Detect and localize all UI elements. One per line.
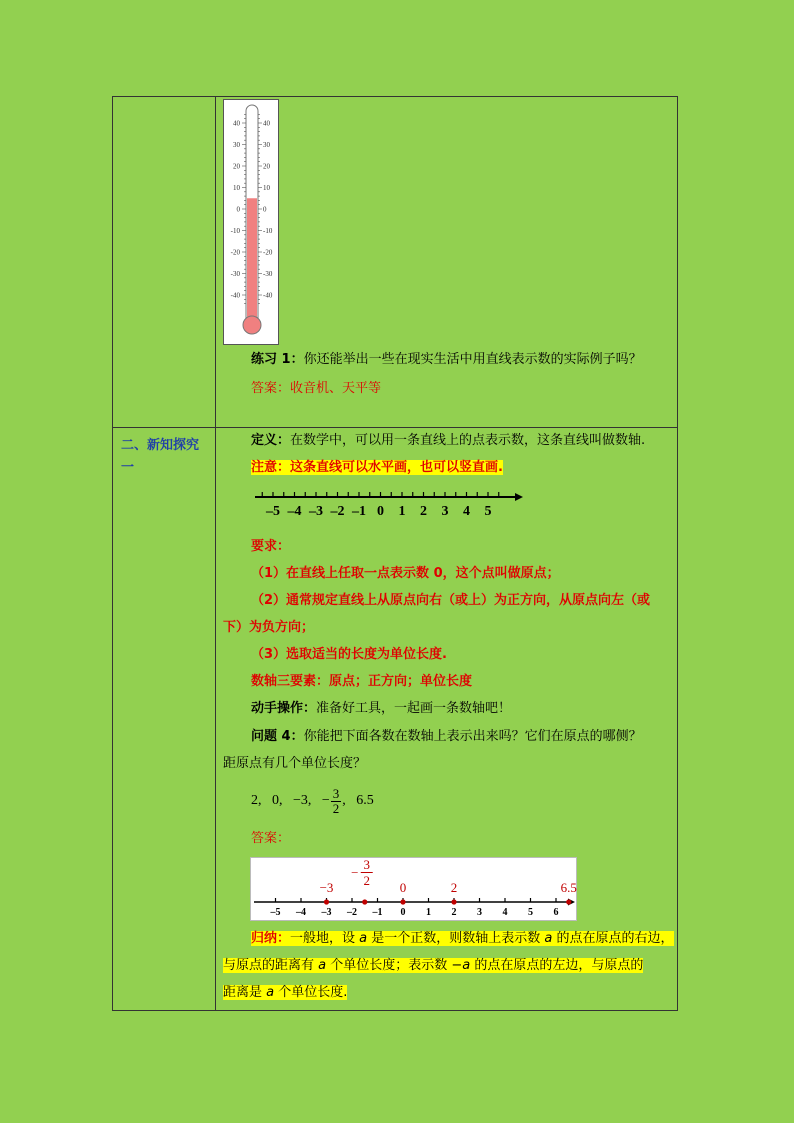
summary-text2b: 个单位长度；表示数 − [326,958,463,973]
axis2-tick-label: 3 [477,907,482,918]
summary-text2a: 与原点的距离有 [223,958,319,973]
axis1-label: –3 [309,504,323,519]
question4-prefix: 问题 4： [251,729,304,744]
exercise1-prefix: 练习 1： [251,352,304,367]
axis1-label: 2 [420,504,427,519]
axis2-tick-label: –5 [270,907,281,918]
thermo-label-left: -40 [230,291,240,300]
axis1-label: 5 [484,504,492,519]
hands-on-line [251,699,511,719]
summary-prefix: 归纳： [251,931,291,946]
row-divider [113,427,677,428]
summary-var1: a [359,931,368,946]
thermo-label-right: 20 [263,162,270,171]
thermometer-bulb [243,316,261,334]
fraction-denominator: 2 [332,800,340,816]
thermo-label-left: 0 [236,205,240,214]
question4-line1 [251,727,642,747]
hands-on-text: 准备好工具，一起画一条数轴吧！ [316,701,512,716]
axis2-tick-label: 1 [426,907,431,918]
thermometer-image [223,99,279,345]
summary-line1 [251,929,674,949]
thermo-label-right: 30 [263,141,270,149]
note-line [251,458,503,478]
hands-on-prefix: 动手操作： [251,701,317,716]
axis2-tick-label: 5 [528,907,533,918]
requirements-title: 要求： [251,539,291,554]
definition-prefix: 定义： [251,433,291,448]
axis2-point-label: 2 [450,880,458,895]
axis1-label: –1 [352,504,366,519]
fraction [331,787,342,816]
axis1-label: 4 [463,504,470,519]
note-text: 注意：这条直线可以水平画，也可以竖直画. [251,460,503,475]
thermo-label-right: 0 [263,205,267,214]
summary-line3 [223,983,347,1003]
fraction-numerator: 3 [332,785,340,801]
axis2-point [566,899,571,904]
numbers-part-a: 2, 0, −3, − [251,793,330,808]
axis2-tick-label: 0 [400,907,406,918]
axis2-point [362,899,367,904]
axis2-tick-label: 4 [502,907,508,918]
summary-text1b: 是一个正数，则数轴上表示数 [367,931,545,946]
axis1-label: 3 [441,504,449,519]
thermo-label-left: 30 [233,141,240,149]
answer2-label: 答案： [251,831,291,846]
thermo-label-right: 10 [263,184,270,192]
thermo-label-right: -40 [263,291,273,300]
exercise1-question: 你还能举出一些在现实生活中用直线表示数的实际例子吗？ [303,352,642,367]
axis1-label: –2 [330,504,345,519]
summary-line2 [223,956,643,976]
thermo-label-left: 10 [233,184,240,192]
axis1-label: –4 [287,504,302,519]
axis2-point-denominator: 2 [363,873,370,888]
thermo-label-left: -30 [230,270,240,278]
axis1-label: 0 [377,504,384,519]
column-divider [215,97,216,1010]
section-label-line1: 二、新知探究 [121,438,200,453]
definition-line [251,431,645,451]
thermo-label-left: -10 [230,227,240,235]
thermo-label-left: 40 [233,119,240,128]
thermo-label-left: 20 [233,162,240,171]
axis2-tick-label: –4 [296,907,306,918]
summary-var2: a [544,931,553,946]
axis2-tick-label: –2 [347,907,357,918]
thermo-label-left: -20 [230,248,240,257]
section-label [121,435,215,479]
summary-var5: a [266,985,275,1000]
summary-var4: a [462,958,471,973]
exercise1-line [251,350,642,370]
requirement-1: （1）在直线上任取一点表示数 0，这个点叫做原点； [251,566,560,581]
thermo-label-right: 40 [263,119,270,128]
axis1-label: –5 [266,504,280,519]
definition-text: 在数学中，可以用一条直线上的点表示数，这条直线叫做数轴. [290,433,646,448]
summary-text1c: 的点在原点的右边， [552,931,674,946]
axis2-point-label: − [351,865,359,880]
axis2-point-label: 0 [399,880,407,895]
axis2-point [324,899,329,904]
summary-text3b: 个单位长度. [274,985,348,1000]
question4-line2: 距原点有几个单位长度？ [223,756,367,771]
axis1-label: 1 [398,504,406,519]
requirement-2a: （2）通常规定直线上从原点向右（或上）为正方向，从原点向左（或 [251,593,651,608]
number-axis-1 [253,485,523,521]
axis2-tick-label: 2 [451,907,457,918]
requirement-3: （3）选取适当的长度为单位长度. [251,647,447,662]
number-axis-2 [250,857,577,921]
axis2-tick-label: 6 [553,907,559,918]
exercise1-answer: 答案：收音机、天平等 [251,381,382,396]
thermo-label-right: -30 [263,270,273,278]
question4-numbers [251,783,374,819]
thermo-label-right: -10 [263,227,273,235]
axis2-point-label: −3 [319,880,334,895]
axis2-tick-label: –3 [321,907,332,918]
summary-text2c: 的点在原点的左边，与原点的 [470,958,644,973]
numbers-part-b: , 6.5 [342,793,374,808]
thermometer-liquid [247,198,257,325]
axis2-point [400,899,405,904]
section-label-line2: 一 [121,460,135,475]
axis2-point [451,899,456,904]
lesson-table [112,96,678,1011]
requirement-2b: 下）为负方向； [223,620,315,635]
three-elements: 数轴三要素：原点；正方向；单位长度 [251,674,473,689]
axis2-point-label: 6.5 [560,880,577,895]
summary-var3: a [318,958,327,973]
summary-text1a: 一般地，设 [290,931,360,946]
summary-text3a: 距离是 [223,985,267,1000]
thermo-label-right: -20 [263,248,273,257]
axis2-point-numerator: 3 [363,857,370,872]
axis2-tick-label: –1 [372,907,383,918]
question4-text1: 你能把下面各数在数轴上表示出来吗？它们在原点的哪侧？ [303,729,642,744]
